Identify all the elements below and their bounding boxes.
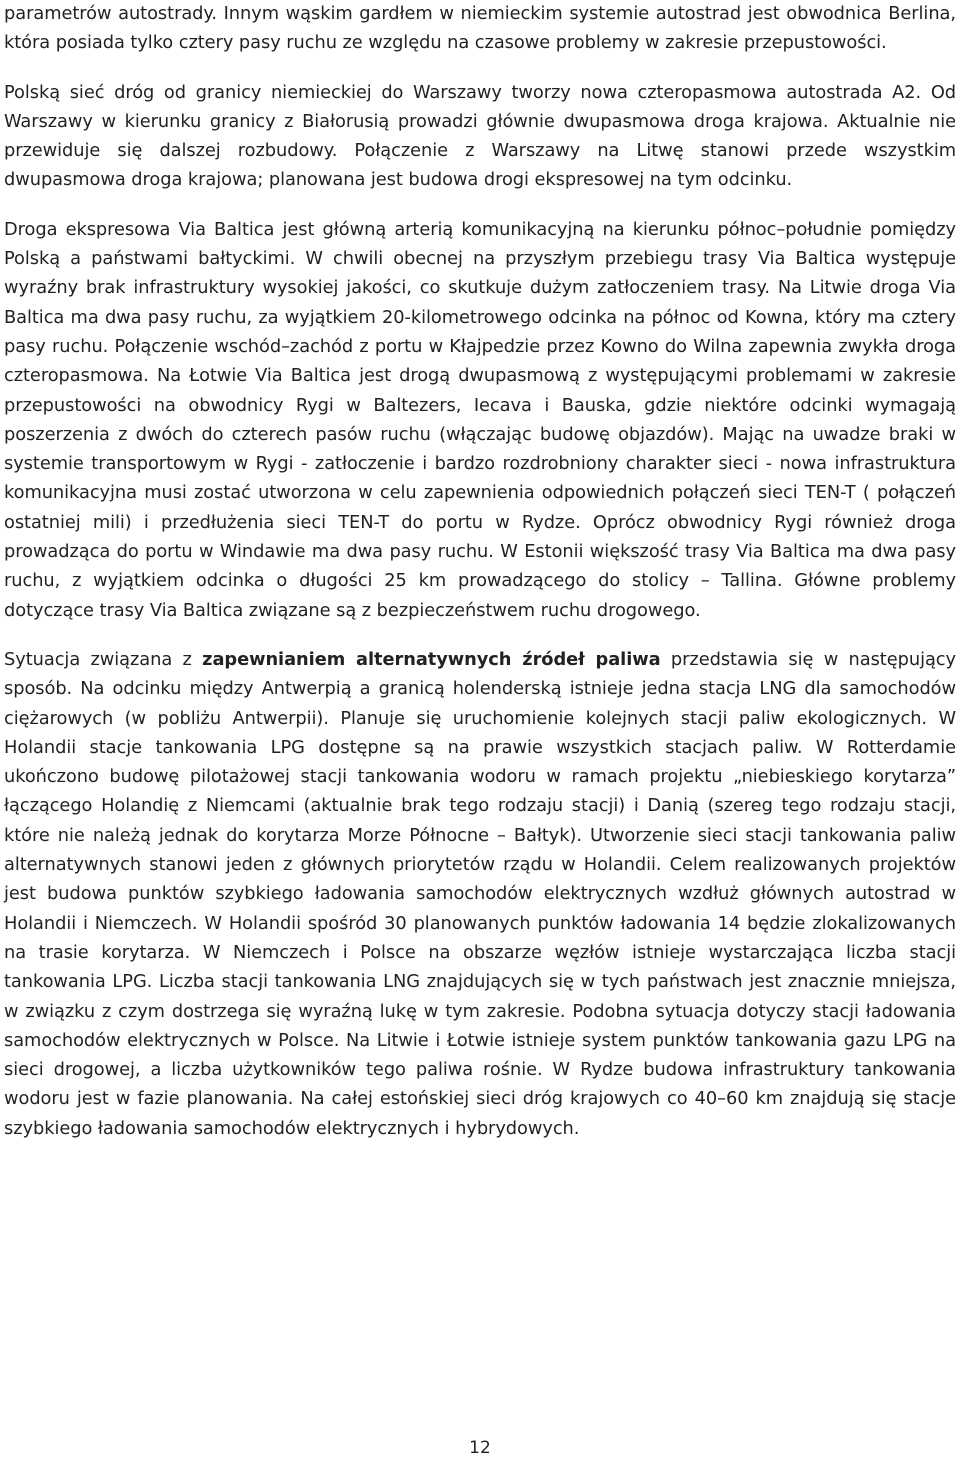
paragraph-via-baltica [4, 215, 956, 625]
paragraph-text: parametrów autostrady. Innym wąskim gardłem w niemieckim systemie autostrad jest obwodnica Berlina, która posiada tylko cztery pasy ruchu ze względu na czasowe problemy w zakresie przepustowości. [4, 3, 956, 54]
paragraph-autostrady-end [4, 0, 956, 58]
paragraph-text: Sytuacja związana z [4, 648, 203, 670]
paragraph-paliwa-alternatywne [4, 645, 956, 1143]
paragraph-polska-siec [4, 78, 956, 195]
paragraph-text: Droga ekspresowa Via Baltica jest główną arterią komunikacyjną na kierunku północ–południe pomiędzy Polską a państwami bałtyckimi. W chwili obecnej na przyszłym przebiegu trasy Via Baltica występuje wyraźny brak infrastruktury wysokiej jakości, co skutkuje dużym zatłoczeniem trasy. Na Litwie droga Via Baltica ma dwa pasy ruchu, za wyjątkiem 20-kilometrowego odcinka na północ od Kowna, który ma cztery pasy ruchu. Połączenie wschód–zachód z portu w Kłajpedzie przez Kowno do Wilna zapewnia zwykła droga czteropasmowa. Na Łotwie Via Baltica jest drogą dwupasmową z występującymi problemami w zakresie przepustowości na obwodnicy Rygi w Baltezers, Iecava i Bauska, gdzie niektóre odcinki wymagają poszerzenia z dwóch do czterech pasów ruchu (włączając budowę objazdów). Mając na uwadze braki w systemie transportowym w Rygi - zatłoczenie i bardzo rozdrobniony charakter sieci - nowa infrastruktura komunikacyjna musi zostać utworzona w celu zapewnienia odpowiednich połączeń sieci TEN-T ( połączeń ostatniej mili) i przedłużenia sieci TEN-T do portu w Rydze. Oprócz obwodnicy Rygi również droga prowadząca do portu w Windawie ma dwa pasy ruchu. W Estonii większość trasy Via Baltica ma dwa pasy ruchu, z wyjątkiem odcinka o długości 25 km prowadzącego do stolicy – Tallina. Główne problemy dotyczące trasy Via Baltica związane są z bezpieczeństwem ruchu drogowego. [4, 218, 956, 621]
document-page [4, 0, 956, 1460]
paragraph-gap [4, 625, 956, 645]
paragraph-text: przedstawia się w następujący sposób. Na odcinku między Antwerpią a granicą holenderską istnieje jedna stacja LNG dla samochodów ciężarowych (w pobliżu Antwerpii). Planuje się uruchomienie kolejnych stacji paliw ekologicznych. W Holandii stacje tankowania LPG dostępne są na prawie wszystkich stacjach paliw. W Rotterdamie ukończono budowę pilotażowej stacji tankowania wodoru w ramach projektu „niebieskiego korytarza” łączącego Holandię z Niemcami (aktualnie brak tego rodzaju stacji) i Danią (szereg tego rodzaju stacji, które nie należą jednak do korytarza Morze Północne – Bałtyk). Utworzenie sieci stacji tankowania paliw alternatywnych stanowi jeden z głównych priorytetów rządu w Holandii. Celem realizowanych projektów jest budowa punktów szybkiego ładowania samochodów elektrycznych wzdłuż głównych autostrad w Holandii i Niemczech. W Holandii spośród 30 planowanych punktów ładowania 14 będzie zlokalizowanych na trasie korytarza. W Niemczech i Polsce na obszarze węzłów istnieje wystarczająca liczba stacji tankowania LPG. Liczba stacji tankowania LNG znajdujących się w tych państwach jest znacznie mniejsza, w związku z czym dostrzega się wyraźną lukę w tym zakresie. Podobna sytuacja dotyczy stacji ładowania samochodów elektrycznych w Polsce. Na Litwie i Łotwie istnieje system punktów tankowania gazu LPG na sieci drogowej, a liczba użytkowników tego paliwa rośnie. W Rydze budowa infrastruktury tankowania wodoru jest w fazie planowania. Na całej estońskiej sieci dróg krajowych co 40–60 km znajdują się stacje szybkiego ładowania samochodów elektrycznych i hybrydowych. [4, 648, 957, 1139]
page-number: 12 [469, 1438, 491, 1458]
paragraph-text: Polską sieć dróg od granicy niemieckiej do Warszawy tworzy nowa czteropasmowa autostrada A2. Od Warszawy w kierunku granicy z Białorusią prowadzi głównie dwupasmowa droga krajowa. Aktualnie nie przewiduje się dalszej rozbudowy. Połączenie z Warszawy na Litwę stanowi przede wszystkim dwupasmowa droga krajowa; planowana jest budowa drogi ekspresowej na tym odcinku. [4, 81, 956, 191]
paragraph-bold-phrase: zapewnianiem alternatywnych źródeł paliwa [202, 648, 661, 670]
paragraph-gap [4, 195, 956, 215]
paragraph-gap [4, 58, 956, 78]
